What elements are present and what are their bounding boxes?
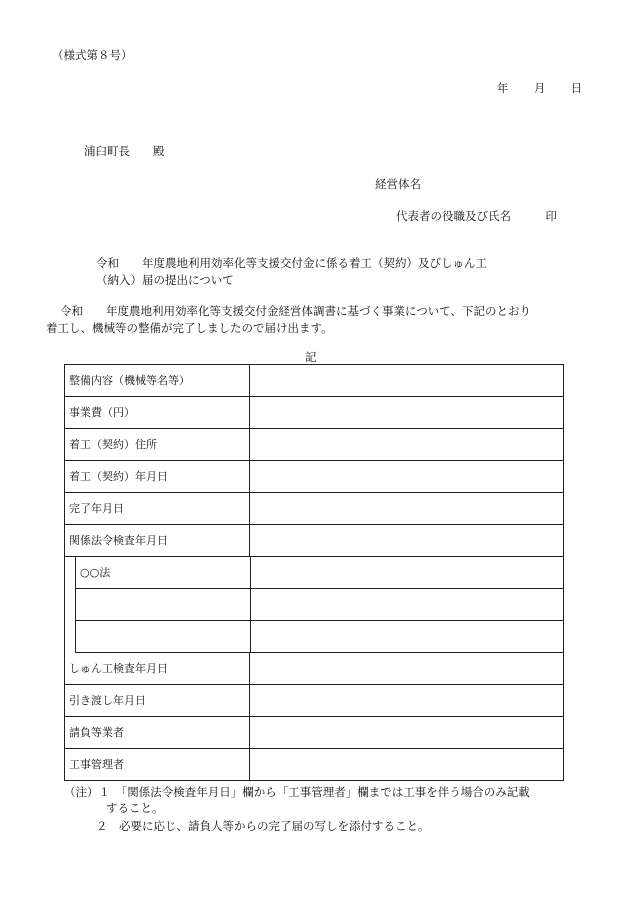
column-divider (249, 717, 250, 748)
row-label: 関係法令検査年月日 (69, 534, 168, 547)
body-text-line1: 令和 年度農地利用効率化等支援交付金経営体調書に基づく事業について、下記のとおり (60, 304, 532, 318)
table-row (65, 749, 563, 781)
column-divider (249, 461, 250, 492)
row-label: 引き渡し年月日 (69, 694, 146, 707)
note-2: ２ 必要に応じ、請負人等からの完了届の写しを添付すること。 (96, 819, 430, 833)
ki-heading: 記 (305, 350, 317, 364)
sub-table-row (75, 621, 563, 653)
table-row (65, 365, 563, 397)
table-row (65, 429, 563, 461)
column-divider (250, 557, 251, 588)
table-row (65, 493, 563, 525)
row-label: 整備内容（機械等名等） (69, 374, 190, 387)
note-1-continuation: すること。 (106, 801, 164, 815)
document-title-line2: （納入）届の提出について (96, 273, 234, 287)
column-divider (249, 653, 250, 684)
sub-row-label: ○○法 (80, 566, 111, 579)
report-table (64, 364, 564, 781)
column-divider (249, 749, 250, 781)
column-divider (249, 429, 250, 460)
column-divider (249, 685, 250, 716)
note-1: （注）１ 「関係法令検査年月日」欄から「工事管理者」欄までは工事を伴う場合のみ記載 (64, 785, 530, 799)
table-row (65, 461, 563, 493)
row-label: 着工（契約）住所 (69, 438, 157, 451)
date-line (497, 80, 582, 96)
column-divider (249, 365, 250, 396)
document-title-line1: 令和 年度農地利用効率化等支援交付金に係る着工（契約）及びしゅん工 (96, 256, 487, 270)
column-divider (249, 525, 250, 556)
row-label: 着工（契約）年月日 (69, 470, 168, 483)
column-divider (250, 589, 251, 620)
table-row (65, 525, 563, 557)
date-year-label: 年 (497, 81, 509, 95)
column-divider (249, 397, 250, 428)
column-divider (249, 493, 250, 524)
sub-table-row (75, 557, 563, 589)
row-label: しゅん工検査年月日 (69, 662, 168, 675)
row-label: 請負等業者 (69, 726, 124, 739)
date-day-label: 日 (570, 81, 583, 95)
date-month-label: 月 (533, 81, 546, 95)
row-label: 事業費（円） (69, 406, 135, 419)
column-divider (250, 621, 251, 652)
table-row (65, 397, 563, 429)
table-row (65, 717, 563, 749)
table-row (65, 685, 563, 717)
body-text-line2: 着工し、機械等の整備が完了しましたので届け出ます。 (46, 321, 333, 335)
row-label: 工事管理者 (69, 758, 124, 771)
addressee: 浦臼町長 殿 (84, 144, 165, 158)
representative-label: 代表者の役職及び氏名 印 (396, 209, 557, 223)
table-row (65, 653, 563, 685)
entity-name-label: 経営体名 (375, 177, 421, 191)
form-number: （様式第８号） (52, 48, 133, 62)
row-label: 完了年月日 (69, 502, 124, 515)
sub-table-row (75, 589, 563, 621)
